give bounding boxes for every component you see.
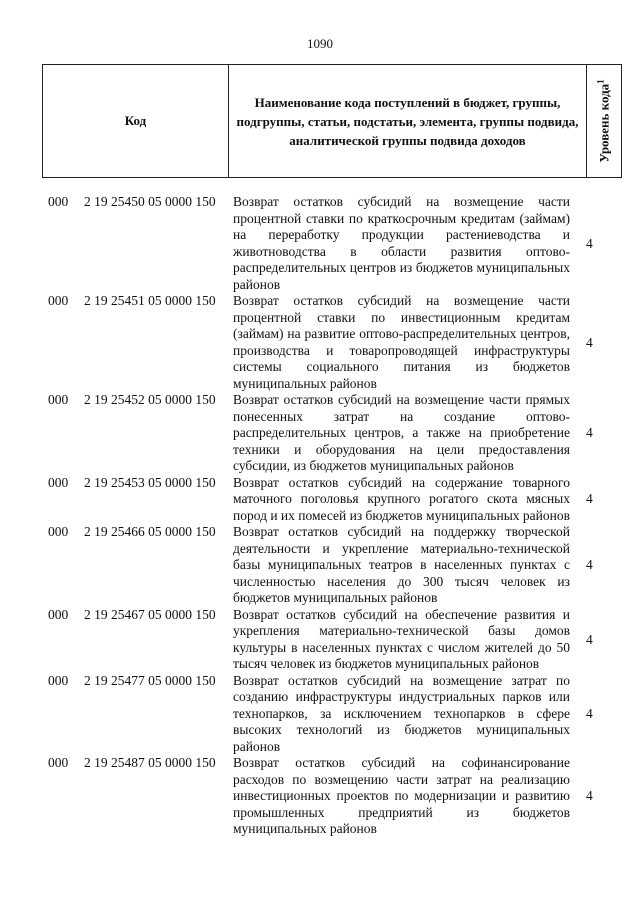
admin-code: 000 <box>48 293 69 308</box>
code-level: 4 <box>586 788 593 804</box>
header-level <box>595 79 612 162</box>
header-name: Наименование кода поступлений в бюджет, группы, подгруппы, статьи, подстатьи, элемента, группы подвида, аналитической группы подвида доходов <box>229 65 587 178</box>
table-row <box>0 755 640 838</box>
admin-code: 000 <box>48 524 69 539</box>
table-row <box>0 673 640 756</box>
revenue-code: 2 19 25451 05 0000 150 <box>84 293 216 308</box>
code-level: 4 <box>586 557 593 573</box>
table-row <box>0 194 640 293</box>
revenue-code: 2 19 25450 05 0000 150 <box>84 194 216 209</box>
code-level: 4 <box>586 491 593 507</box>
table-header <box>42 64 622 178</box>
table-row <box>0 607 640 673</box>
header-level-footnote: 1 <box>595 79 606 84</box>
revenue-name: Возврат остатков субсидий на возмещение части прямых понесенных затрат на создание оптово-распределительных центров, а также на приобретение техники и оборудования на цели предоставления субсидии, из бюджетов муниципальных районов <box>233 392 570 473</box>
code-level: 4 <box>586 235 593 251</box>
header-code: Код <box>43 65 229 178</box>
code-level: 4 <box>586 705 593 721</box>
header-level-cell <box>587 65 622 178</box>
revenue-code: 2 19 25452 05 0000 150 <box>84 392 216 407</box>
table-row <box>0 293 640 392</box>
revenue-code: 2 19 25487 05 0000 150 <box>84 755 216 770</box>
page-number: 1090 <box>307 36 333 51</box>
revenue-name: Возврат остатков субсидий на содержание товарного маточного поголовья крупного рогатого скота мясных пород и их помесей из бюджетов муниципальных районов <box>233 474 570 523</box>
admin-code: 000 <box>48 474 69 490</box>
admin-code: 000 <box>48 392 69 407</box>
code-level: 4 <box>586 334 593 350</box>
admin-code: 000 <box>48 672 69 688</box>
table-row <box>0 392 640 475</box>
admin-code: 000 <box>48 194 69 209</box>
table-body <box>0 194 640 838</box>
table-row <box>0 475 640 525</box>
revenue-code: 2 19 25453 05 0000 150 <box>84 474 216 490</box>
code-level: 4 <box>586 425 593 441</box>
revenue-code: 2 19 25466 05 0000 150 <box>84 524 216 539</box>
revenue-name: Возврат остатков субсидий на поддержку творческой деятельности и укрепление материально-технической базы муниципальных театров в населенных пунктах с численностью населения до 300 тысяч человек из бюджетов муниципальных районов <box>233 524 570 605</box>
admin-code: 000 <box>48 755 69 770</box>
revenue-code: 2 19 25477 05 0000 150 <box>84 672 216 688</box>
revenue-name: Возврат остатков субсидий на возмещение части процентной ставки по краткосрочным кредитам (займам) на переработку продукции растениеводства и животноводства в области развития оптово-распределительных центров из бюджетов муниципальных районов <box>233 194 570 292</box>
code-level: 4 <box>586 631 593 647</box>
revenue-code: 2 19 25467 05 0000 150 <box>84 606 216 622</box>
revenue-name: Возврат остатков субсидий на обеспечение развития и укрепления материально-технической базы домов культуры в населенных пунктах с числом жителей до 50 тысяч человек из бюджетов муниципальных районов <box>233 606 570 671</box>
admin-code: 000 <box>48 606 69 622</box>
revenue-name: Возврат остатков субсидий на возмещение части процентной ставки по инвестиционным кредитам (займам) на развитие оптово-распределительных центров, производства и товаропроводящей инфраструктуры системы социального питания из бюджетов муниципальных районов <box>233 293 570 391</box>
header-level-label: Уровень кода <box>596 83 612 163</box>
table-row <box>0 524 640 607</box>
revenue-name: Возврат остатков субсидий на софинансирование расходов по возмещению части затрат на реализацию инвестиционных проектов по модернизации и развитию промышленных предприятий из бюджетов муниципальных районов <box>233 755 570 836</box>
revenue-name: Возврат остатков субсидий на возмещение затрат по созданию инфраструктуры индустриальных парков или технопарков, за исключением технопарков в сфере высоких технологий из бюджетов муниципальных районов <box>233 672 570 754</box>
